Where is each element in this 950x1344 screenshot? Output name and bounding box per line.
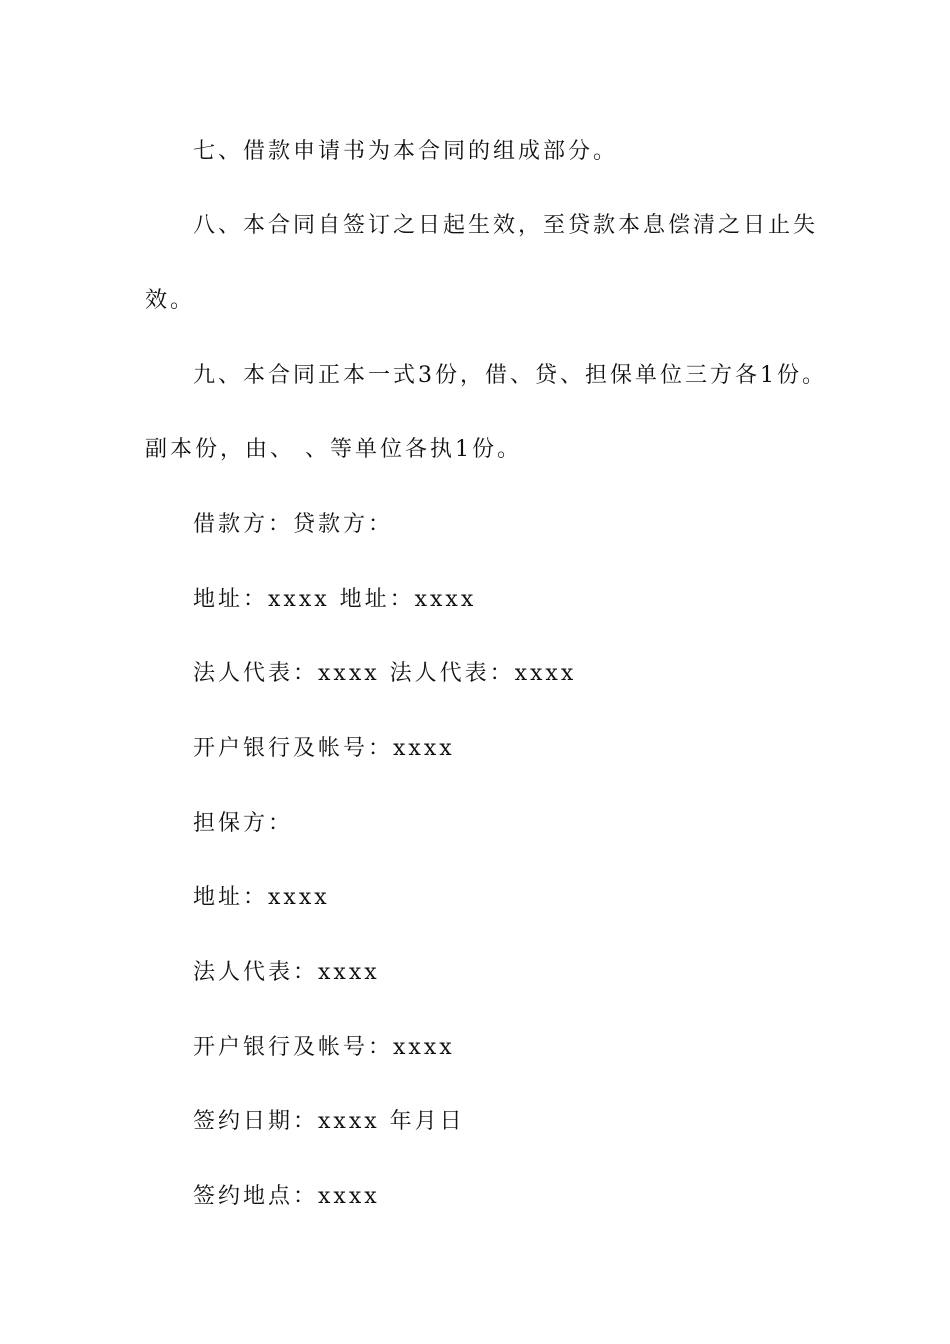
address-line: 地址：xxxx 地址：xxxx [193,587,477,612]
clause-eight-continuation: 效。 [145,288,196,313]
clause-eight: 八、本合同自签订之日起生效，至贷款本息偿清之日止失 [193,213,819,238]
guarantor-bank-account-line: 开户银行及帐号：xxxx [193,1035,455,1060]
guarantor-label: 担保方： [193,811,294,836]
clause-nine-continuation: 副本份，由、 、等单位各执1份。 [145,437,522,462]
guarantor-legal-representative-line: 法人代表：xxxx [193,960,380,985]
clause-nine: 九、本合同正本一式3份，借、贷、担保单位三方各1份。 [193,363,827,388]
clause-seven: 七、借款申请书为本合同的组成部分。 [193,139,619,164]
legal-representative-line: 法人代表：xxxx 法人代表：xxxx [193,661,577,686]
signing-place-line: 签约地点：xxxx [193,1184,380,1209]
borrower-lender-label: 借款方：贷款方： [193,512,394,537]
bank-account-line: 开户银行及帐号：xxxx [193,736,455,761]
guarantor-address-line: 地址：xxxx [193,885,330,910]
signing-date-line: 签约日期：xxxx 年月日 [193,1109,465,1134]
